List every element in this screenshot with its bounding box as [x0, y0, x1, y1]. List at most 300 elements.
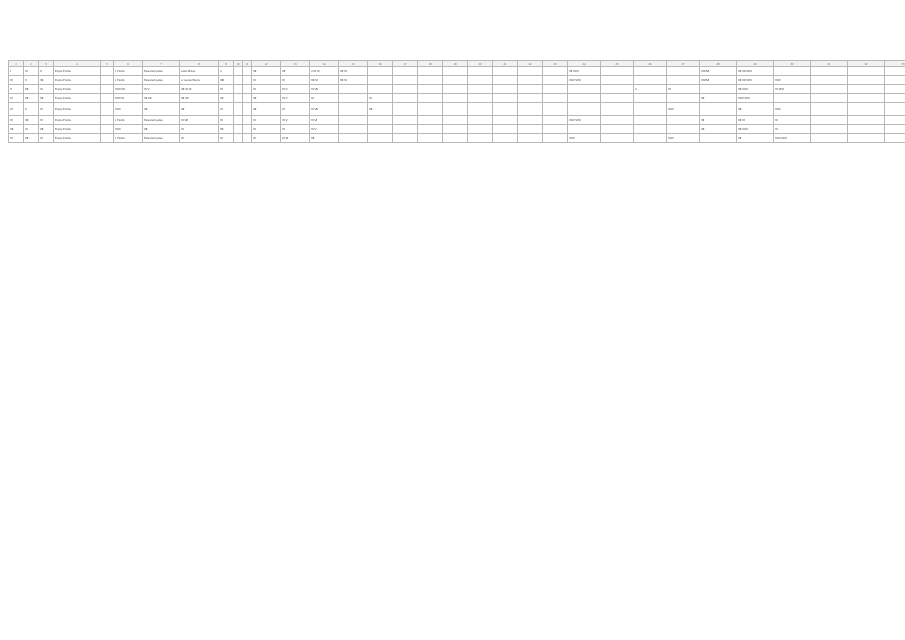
table-cell: Ⅵ: [281, 76, 310, 85]
table-cell: [634, 103, 667, 116]
table-cell: Ⅵ: [252, 76, 281, 85]
column-header: 16: [368, 61, 393, 67]
column-header: 32: [848, 61, 885, 67]
table-cell: [101, 134, 114, 143]
table-cell: Ⅶ: [143, 125, 180, 134]
table-cell: Ⅶ: [219, 94, 234, 103]
table-cell: [601, 76, 634, 85]
column-header: 19: [443, 61, 468, 67]
table-cell: [243, 103, 252, 116]
table-cell: [543, 103, 568, 116]
table-cell: [418, 85, 443, 94]
column-header: 33: [885, 61, 905, 67]
table-cell: [700, 85, 737, 94]
column-header: 27: [667, 61, 700, 67]
table-cell: [393, 134, 418, 143]
table-cell: [243, 134, 252, 143]
data-table: [8, 60, 905, 143]
table-cell: [418, 67, 443, 76]
table-cell: [493, 67, 518, 76]
column-header: 18: [418, 61, 443, 67]
table-cell: Ⅶ Ⅵ: [339, 76, 368, 85]
table-cell: [443, 103, 468, 116]
table-cell: Ⅵ: [39, 134, 54, 143]
table-cell: [393, 94, 418, 103]
table-cell: Ⅶ: [39, 125, 54, 134]
table-cell: Ⅵ: [39, 116, 54, 125]
table-cell: Feyne Forms: [54, 94, 101, 103]
table-cell: [393, 103, 418, 116]
table-cell: [101, 67, 114, 76]
table-cell: Ⅵ: [252, 85, 281, 94]
table-cell: Ⅶ Ⅵ Ⅵ: [180, 85, 219, 94]
table-cell: Ⅶ: [700, 125, 737, 134]
table-cell: Ⅵ: [252, 134, 281, 143]
table-cell: [418, 125, 443, 134]
table-cell: [493, 85, 518, 94]
column-header: 15: [339, 61, 368, 67]
table-cell: Ⅶ: [252, 67, 281, 76]
table-cell: [243, 116, 252, 125]
table-cell: 4 Ⅵ Ⅵ: [310, 67, 339, 76]
table-cell: [393, 116, 418, 125]
column-header: 25: [601, 61, 634, 67]
table-cell: [101, 94, 114, 103]
table-cell: Ⅵ: [219, 103, 234, 116]
table-cell: Ⅶ: [39, 94, 54, 103]
table-cell: ⅥⅥ Ⅵ: [114, 94, 143, 103]
table-cell: 1: [9, 67, 24, 76]
table-cell: [234, 134, 243, 143]
table-cell: ⅥⅥ: [114, 103, 143, 116]
table-cell: Ⅶ: [180, 103, 219, 116]
table-cell: [811, 67, 848, 76]
table-cell: [443, 85, 468, 94]
table-cell: [811, 76, 848, 85]
table-cell: [234, 67, 243, 76]
table-cell: Feyne Forms: [54, 125, 101, 134]
table-cell: [774, 67, 811, 76]
table-cell: [811, 103, 848, 116]
table-cell: Ⅵ Ⅵ: [310, 116, 339, 125]
table-cell: Ⅶ ⅥⅥ: [568, 67, 601, 76]
table-cell: [518, 76, 543, 85]
table-cell: Ⅵ Ⅶ: [180, 116, 219, 125]
table-cell: [468, 125, 493, 134]
table-cell: Ⅵ: [180, 134, 219, 143]
table-cell: [543, 134, 568, 143]
column-header: 6: [114, 61, 143, 67]
table-cell: Ⅵ: [368, 94, 393, 103]
column-header: 7: [143, 61, 180, 67]
table-cell: Ⅶ: [24, 134, 39, 143]
table-cell: Ⅶ Ⅶ ⅥⅥ: [737, 67, 774, 76]
table-cell: Ⅴ: [24, 103, 39, 116]
table-cell: [393, 76, 418, 85]
table-cell: Ⅵ: [9, 103, 24, 116]
table-cell: [543, 76, 568, 85]
table-cell: [368, 85, 393, 94]
table-cell: [811, 85, 848, 94]
table-cell: sonte Bavas: [180, 67, 219, 76]
table-cell: Ⅶ Ⅶ: [180, 94, 219, 103]
table-row: [9, 125, 905, 134]
table-cell: Ⅵ: [219, 134, 234, 143]
column-header: 11: [243, 61, 252, 67]
table-row: [9, 85, 905, 94]
table-cell: Ⅷ: [219, 76, 234, 85]
table-cell: 1 Fermi: [114, 67, 143, 76]
table-cell: Ⅵ: [774, 125, 811, 134]
table-cell: [101, 76, 114, 85]
table-cell: Ⅵ: [774, 116, 811, 125]
table-cell: [601, 134, 634, 143]
table-cell: [601, 85, 634, 94]
table-cell: [493, 116, 518, 125]
table-cell: ⅥⅥ: [667, 103, 700, 116]
table-cell: [243, 76, 252, 85]
column-header: 5: [101, 61, 114, 67]
table-cell: [368, 125, 393, 134]
table-cell: Feyne Forms: [54, 67, 101, 76]
column-header: 9: [219, 61, 234, 67]
column-header: 28: [700, 61, 737, 67]
column-header: 14: [310, 61, 339, 67]
table-cell: Ⅵ Ⅴ: [281, 94, 310, 103]
table-cell: ⅥⅥ: [667, 134, 700, 143]
table-cell: Ⅶ ⅥⅥ: [737, 125, 774, 134]
table-cell: Ⅵ Ⅴ: [143, 85, 180, 94]
table-cell: Eanorneh peluo: [143, 134, 180, 143]
table-cell: [418, 116, 443, 125]
table-cell: [543, 116, 568, 125]
table-cell: 1 Fermi: [114, 76, 143, 85]
column-header: 13: [281, 61, 310, 67]
table-row: [9, 116, 905, 125]
table-cell: [443, 76, 468, 85]
table-cell: [848, 116, 885, 125]
table-cell: Ⅵ: [281, 103, 310, 116]
table-cell: [243, 85, 252, 94]
table-cell: [667, 67, 700, 76]
table-cell: [339, 116, 368, 125]
table-cell: Eanorneh peluo: [143, 67, 180, 76]
table-cell: Ⅵ: [39, 85, 54, 94]
table-cell: [493, 125, 518, 134]
table-cell: [568, 85, 601, 94]
table-cell: ⅥⅥⅥ: [700, 67, 737, 76]
table-cell: [601, 94, 634, 103]
table-cell: Ⅵ: [9, 94, 24, 103]
table-cell: [468, 76, 493, 85]
table-cell: [339, 94, 368, 103]
table-cell: [634, 134, 667, 143]
table-cell: Feyne Forms: [54, 116, 101, 125]
column-header: 31: [811, 61, 848, 67]
table-cell: sc ssonte Bavas: [180, 76, 219, 85]
table-cell: [368, 134, 393, 143]
table-cell: [418, 76, 443, 85]
table-cell: [518, 67, 543, 76]
table-cell: Ⅵ Ⅴ: [281, 85, 310, 94]
table-cell: [518, 103, 543, 116]
table-cell: ⅥⅥ ⅥⅥ: [568, 116, 601, 125]
table-cell: Ⅶ: [39, 76, 54, 85]
table-cell: [543, 125, 568, 134]
table-cell: [243, 125, 252, 134]
table-cell: [101, 103, 114, 116]
table-cell: [885, 76, 905, 85]
table-cell: [234, 116, 243, 125]
table-cell: [543, 67, 568, 76]
table-cell: [443, 67, 468, 76]
table-cell: Eanorneh peluo: [143, 76, 180, 85]
table-cell: [885, 94, 905, 103]
table-cell: Ⅶ: [700, 116, 737, 125]
table-cell: [518, 94, 543, 103]
table-cell: Ⅵ: [281, 125, 310, 134]
table-cell: [568, 103, 601, 116]
table-cell: [368, 116, 393, 125]
table-cell: [700, 134, 737, 143]
table-cell: [774, 94, 811, 103]
table-cell: Ⅶ: [24, 94, 39, 103]
table-cell: [368, 67, 393, 76]
table-cell: [634, 67, 667, 76]
column-header: 12: [252, 61, 281, 67]
table-cell: 4: [219, 67, 234, 76]
table-cell: [518, 125, 543, 134]
table-cell: [493, 103, 518, 116]
table-cell: [885, 125, 905, 134]
table-cell: Ⅵ: [219, 116, 234, 125]
table-cell: [848, 67, 885, 76]
column-header: 10: [234, 61, 243, 67]
table-cell: [339, 134, 368, 143]
column-header: 21: [493, 61, 518, 67]
table-cell: ⅥⅥ ⅥⅥ: [774, 134, 811, 143]
table-cell: [443, 116, 468, 125]
table-cell: [518, 116, 543, 125]
table-cell: Ⅶ: [737, 103, 774, 116]
table-cell: Ⅵ: [252, 116, 281, 125]
column-header: 22: [518, 61, 543, 67]
table-cell: [443, 134, 468, 143]
table-cell: [468, 85, 493, 94]
table-cell: [443, 125, 468, 134]
table-cell: [234, 76, 243, 85]
table-cell: [848, 125, 885, 134]
table-cell: [493, 134, 518, 143]
table-cell: [368, 76, 393, 85]
table-cell: Eanorneh peluo: [143, 116, 180, 125]
table-cell: [339, 125, 368, 134]
table-cell: Feyne Forms: [54, 134, 101, 143]
table-cell: [443, 94, 468, 103]
table-cell: [393, 85, 418, 94]
table-cell: ⅥⅥ ⅥⅥ: [568, 76, 601, 85]
table-cell: 1 Fermi: [114, 134, 143, 143]
table-cell: [468, 103, 493, 116]
table-cell: Ⅶ Ⅵ: [737, 116, 774, 125]
table-cell: [493, 76, 518, 85]
table-cell: Ⅶ Ⅶ: [143, 94, 180, 103]
table-cell: [468, 116, 493, 125]
table-cell: [634, 76, 667, 85]
column-header: 29: [737, 61, 774, 67]
table-cell: Ⅵ ⅥⅥ: [774, 85, 811, 94]
table-cell: [811, 116, 848, 125]
table-cell: [543, 85, 568, 94]
table-cell: Ⅵ: [24, 67, 39, 76]
table-cell: [634, 125, 667, 134]
table-cell: Ⅶ Ⅵ: [310, 76, 339, 85]
table-cell: Ⅴ: [9, 85, 24, 94]
table-cell: [543, 94, 568, 103]
column-header: 26: [634, 61, 667, 67]
table-cell: 4: [634, 85, 667, 94]
table-cell: Ⅶ: [24, 85, 39, 94]
table-cell: [468, 67, 493, 76]
table-cell: [568, 94, 601, 103]
table-cell: Ⅵ Ⅶ: [310, 85, 339, 94]
table-cell: [468, 94, 493, 103]
table-cell: [885, 67, 905, 76]
table-cell: [234, 85, 243, 94]
table-cell: [234, 94, 243, 103]
table-cell: ⅥⅥ: [774, 76, 811, 85]
table-cell: [667, 125, 700, 134]
table-cell: [848, 76, 885, 85]
table-cell: Ⅶ ⅥⅥ: [737, 85, 774, 94]
column-header: 8: [180, 61, 219, 67]
table-cell: [339, 103, 368, 116]
table-cell: Ⅵ: [9, 76, 24, 85]
table-body: [9, 67, 905, 143]
table-cell: Feyne Forms: [54, 103, 101, 116]
column-header: 24: [568, 61, 601, 67]
table-cell: [885, 134, 905, 143]
table-cell: [101, 125, 114, 134]
table-cell: Ⅶ: [9, 125, 24, 134]
table-cell: Ⅵ: [252, 125, 281, 134]
table-cell: Ⅴ: [39, 67, 54, 76]
table-cell: ⅥⅥ ⅥⅥ: [737, 94, 774, 103]
column-header: 30: [774, 61, 811, 67]
table-cell: [811, 125, 848, 134]
table-cell: [393, 125, 418, 134]
table-cell: 1 Fermi: [114, 116, 143, 125]
table-cell: Ⅶ: [24, 116, 39, 125]
table-cell: Ⅵ: [219, 85, 234, 94]
table-cell: [848, 134, 885, 143]
table-cell: [493, 94, 518, 103]
table-cell: Ⅶ: [310, 134, 339, 143]
table-cell: [243, 94, 252, 103]
column-header: 20: [468, 61, 493, 67]
table-cell: Ⅶ: [281, 67, 310, 76]
table-cell: [885, 103, 905, 116]
table-cell: Ⅴ: [24, 76, 39, 85]
table-cell: Ⅵ: [310, 94, 339, 103]
table-cell: [234, 125, 243, 134]
table-cell: Ⅶ: [737, 134, 774, 143]
table-cell: Feyne Forms: [54, 76, 101, 85]
table-cell: Ⅶ: [143, 103, 180, 116]
table-cell: Ⅵ Ⅴ: [281, 116, 310, 125]
table-cell: ⅥⅥ: [568, 134, 601, 143]
table-cell: Ⅵ Ⅵ: [281, 134, 310, 143]
table-cell: Ⅵ: [180, 125, 219, 134]
table-cell: Ⅶ Ⅵ: [339, 67, 368, 76]
table-cell: [601, 125, 634, 134]
table-cell: [811, 94, 848, 103]
table-row: [9, 103, 905, 116]
table-cell: Feyne Forms: [54, 85, 101, 94]
table-cell: [885, 116, 905, 125]
table-cell: Ⅶ: [368, 103, 393, 116]
table-cell: [518, 134, 543, 143]
table-cell: [518, 85, 543, 94]
spreadsheet: [8, 60, 905, 143]
table-cell: ⅥⅥ: [114, 125, 143, 134]
table-cell: [339, 85, 368, 94]
table-cell: Ⅵ: [24, 125, 39, 134]
table-cell: Ⅵ: [667, 85, 700, 94]
table-cell: [101, 85, 114, 94]
table-cell: [667, 94, 700, 103]
table-cell: Ⅵ: [9, 116, 24, 125]
table-cell: [101, 116, 114, 125]
column-header: 17: [393, 61, 418, 67]
table-cell: ⅥⅥ Ⅶ: [114, 85, 143, 94]
table-cell: [811, 134, 848, 143]
column-header: 1: [9, 61, 24, 67]
table-cell: ⅥⅥⅥ: [700, 76, 737, 85]
column-header: 3: [39, 61, 54, 67]
column-header: 23: [543, 61, 568, 67]
table-cell: [601, 67, 634, 76]
table-cell: [418, 94, 443, 103]
table-cell: [634, 94, 667, 103]
table-cell: [885, 85, 905, 94]
table-cell: [848, 85, 885, 94]
table-cell: [418, 134, 443, 143]
table-row: [9, 134, 905, 143]
table-cell: [700, 103, 737, 116]
table-cell: Ⅶ Ⅶ ⅥⅥ: [737, 76, 774, 85]
table-row: [9, 67, 905, 76]
table-cell: [418, 103, 443, 116]
table-cell: [468, 134, 493, 143]
table-cell: [667, 116, 700, 125]
table-cell: [234, 103, 243, 116]
table-cell: [848, 94, 885, 103]
table-cell: [634, 116, 667, 125]
table-cell: [667, 76, 700, 85]
table-cell: [848, 103, 885, 116]
table-cell: ⅥⅥ: [774, 103, 811, 116]
table-cell: Ⅵ: [9, 134, 24, 143]
column-header: 2: [24, 61, 39, 67]
table-cell: [568, 125, 601, 134]
table-cell: Ⅵ Ⅶ: [310, 103, 339, 116]
table-cell: [243, 67, 252, 76]
table-cell: Ⅶ: [700, 94, 737, 103]
table-row: [9, 94, 905, 103]
table-cell: Ⅶ: [219, 125, 234, 134]
table-cell: Ⅶ: [252, 103, 281, 116]
